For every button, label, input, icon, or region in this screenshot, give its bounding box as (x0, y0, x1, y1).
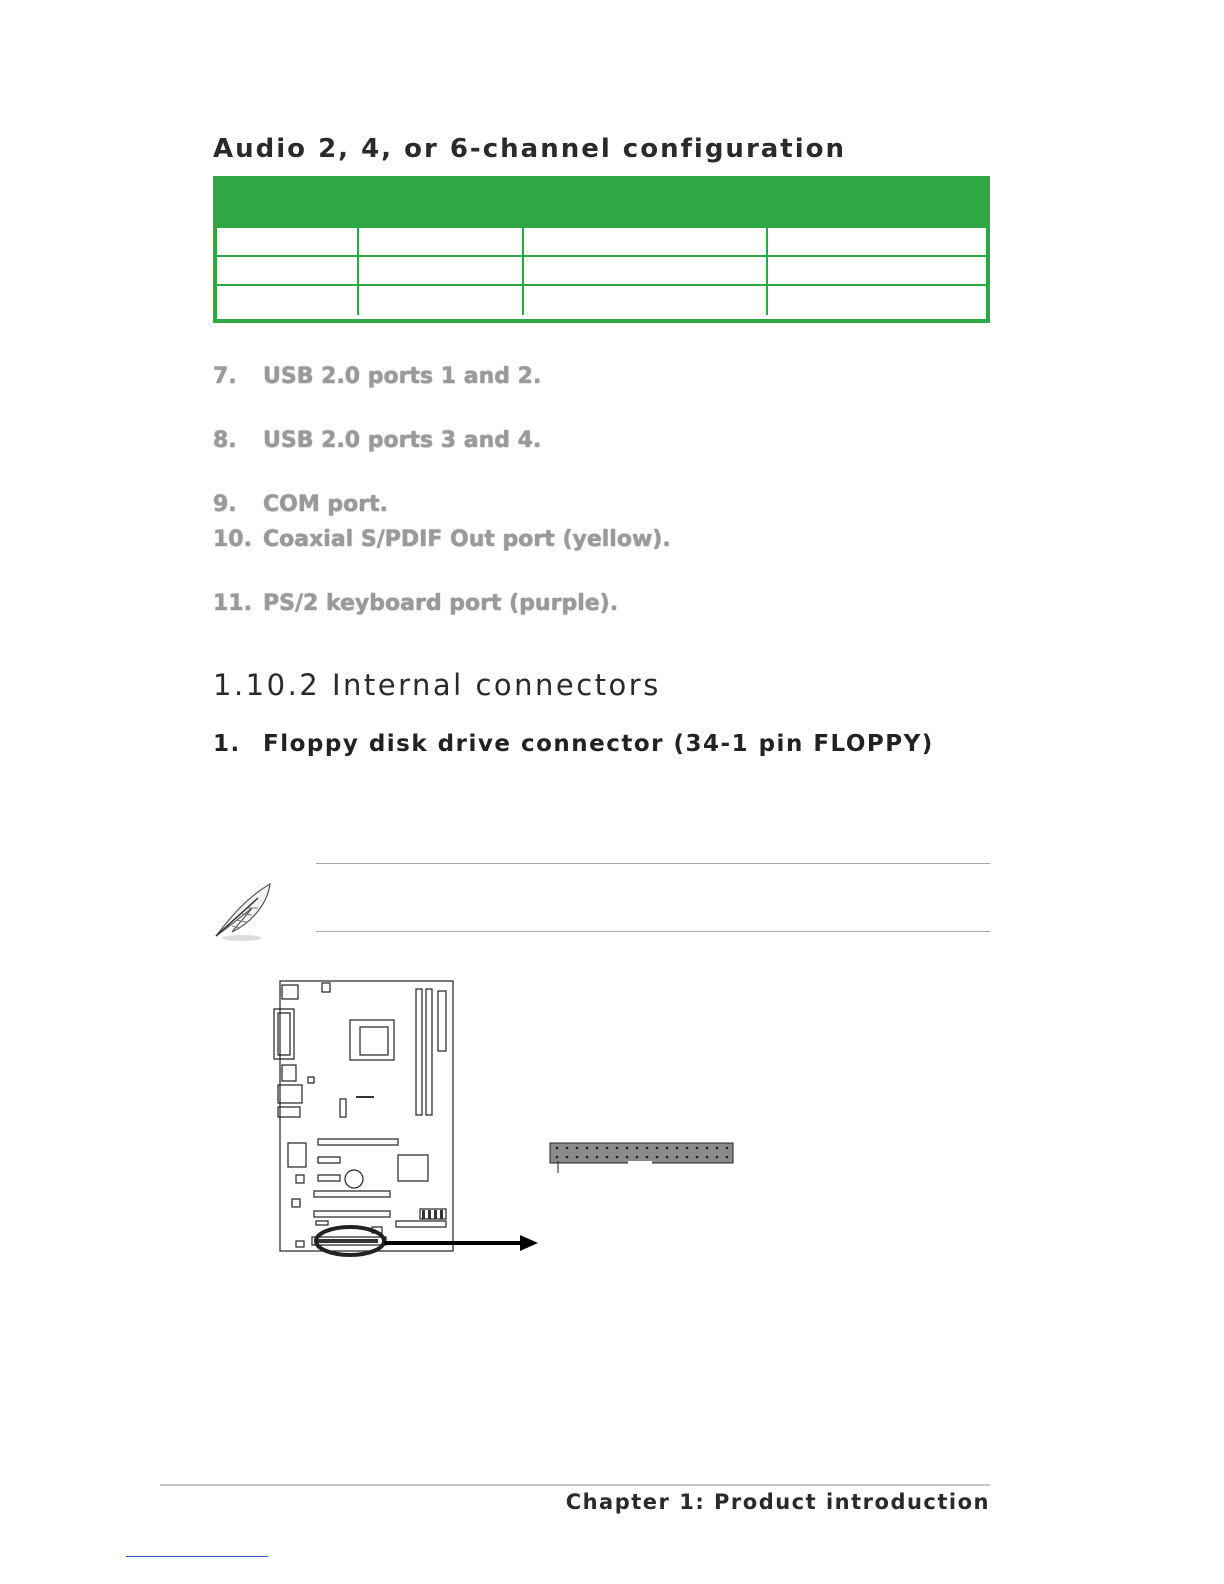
table-cell (217, 257, 359, 284)
list-item-text: USB 2.0 ports 3 and 4. (263, 428, 542, 453)
list-item-number: 9. (213, 492, 237, 517)
list-item-number: 7. (213, 364, 237, 389)
note-bottom-divider (316, 931, 990, 932)
table-cell (768, 257, 986, 284)
dimm-slot (426, 989, 432, 1115)
arrow-head-icon (520, 1235, 538, 1251)
list-item-number: 8. (213, 428, 237, 453)
table-cell (217, 286, 359, 315)
com-port (274, 1009, 294, 1059)
footer-chapter-title: Chapter 1: Product introduction (565, 1490, 990, 1514)
table-body (217, 228, 986, 319)
table-cell (359, 286, 524, 315)
floppy-pin-header (550, 1143, 733, 1173)
list-item-text: PS/2 keyboard port (purple). (263, 591, 619, 616)
list-item-text: USB 2.0 ports 1 and 2. (263, 364, 542, 389)
list-item-number: 10. (213, 527, 252, 552)
list-item-text: COM port. (263, 492, 388, 517)
list-item (213, 428, 541, 453)
audio-configuration-table (213, 176, 990, 323)
list-item (213, 492, 388, 517)
bottom-link-underline (126, 1556, 268, 1557)
table-header (213, 176, 990, 228)
table-row (217, 286, 986, 315)
expansion-slot (314, 1211, 390, 1217)
expansion-slot (314, 1191, 390, 1197)
note-top-divider (316, 863, 990, 864)
subsection-title: 1.10.2 Internal connectors (213, 668, 661, 702)
list-item (213, 364, 541, 389)
table-row (217, 257, 986, 286)
ps2-port (282, 985, 298, 999)
list-item-number: 11. (213, 591, 252, 616)
expansion-slot (318, 1139, 398, 1145)
table-cell (524, 257, 768, 284)
motherboard-diagram (270, 975, 750, 1265)
battery (345, 1170, 363, 1188)
table-row (217, 228, 986, 257)
footer-divider (160, 1484, 990, 1486)
connector-heading-number: 1. (213, 731, 241, 757)
table-cell (768, 228, 986, 255)
cpu-socket (350, 1020, 394, 1060)
table-cell (217, 228, 359, 255)
table-cell (359, 257, 524, 284)
table-cell (524, 228, 768, 255)
connector-heading (213, 731, 934, 757)
table-cell (768, 286, 986, 315)
table-cell (359, 228, 524, 255)
list-item-text: Coaxial S/PDIF Out port (yellow). (263, 527, 671, 552)
table-cell (524, 286, 768, 315)
list-item (213, 527, 671, 552)
list-item (213, 591, 618, 616)
feather-note-icon (212, 880, 274, 944)
dimm-slot (416, 989, 422, 1115)
connector-heading-text: Floppy disk drive connector (34-1 pin FLOPPY) (263, 731, 934, 757)
section-title: Audio 2, 4, or 6-channel configuration (213, 134, 847, 164)
